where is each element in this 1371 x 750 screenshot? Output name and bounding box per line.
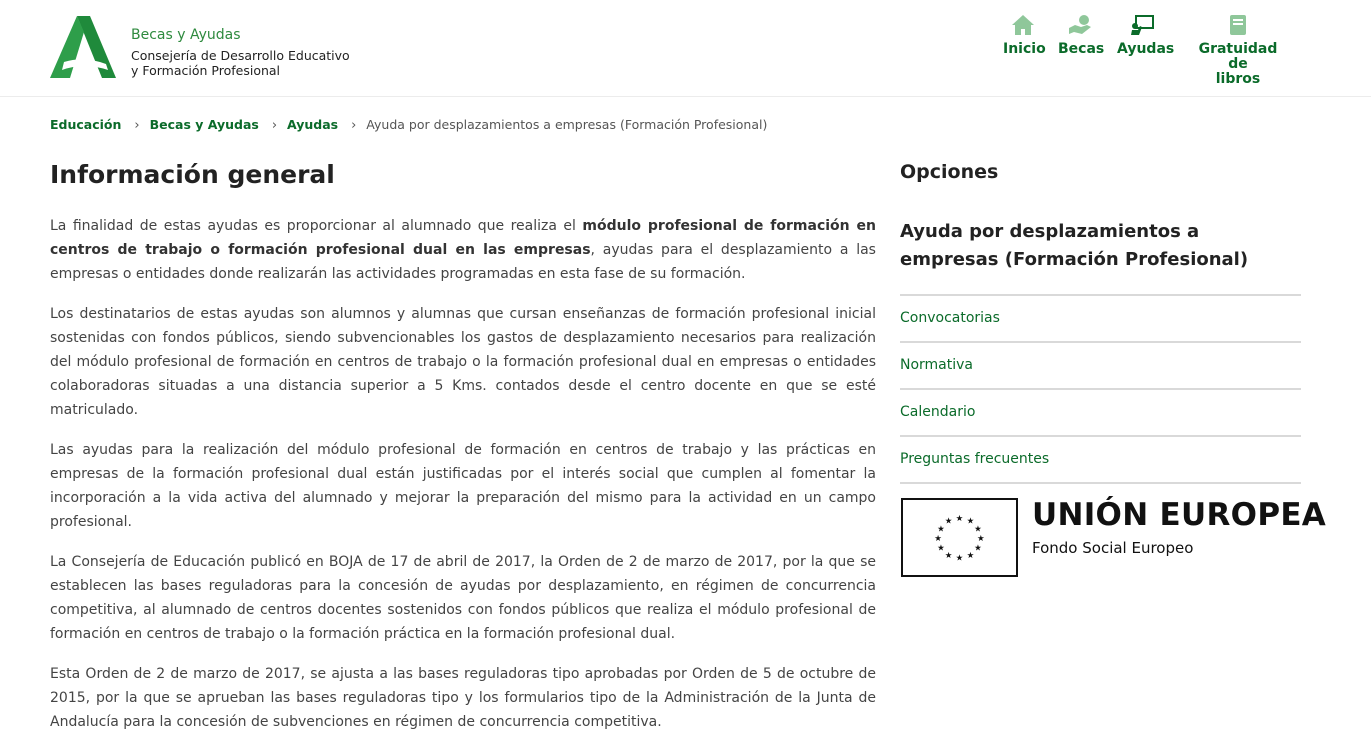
nav-inicio[interactable] [1003, 14, 1046, 57]
home-icon [1011, 14, 1035, 36]
hand-money-icon [1068, 14, 1092, 36]
paragraph-finalidad [50, 214, 876, 286]
svg-text:★: ★ [974, 524, 982, 535]
nav-gratuidad-libros[interactable] [1192, 14, 1284, 87]
options-list [900, 294, 1301, 484]
svg-text:★: ★ [944, 550, 953, 561]
main-content [50, 214, 876, 750]
svg-text:★: ★ [955, 553, 964, 564]
svg-text:★: ★ [974, 543, 982, 554]
option-preguntas-frecuentes[interactable]: Preguntas frecuentes [900, 435, 1301, 484]
nav-ayudas[interactable] [1117, 14, 1175, 57]
nav-ayudas-label: Ayudas [1117, 41, 1175, 57]
breadcrumb-becas-y-ayudas[interactable]: Becas y Ayudas [149, 117, 259, 132]
eu-title: UNIÓN EUROPEA [1032, 497, 1327, 533]
svg-text:★: ★ [966, 550, 975, 561]
paragraph-text: , ayudas para el desplazamiento a las empresas o entidades donde realizarán las actividades programadas en esta fase de su formación. [50, 242, 876, 282]
svg-text:★: ★ [944, 516, 953, 527]
nav-becas-label: Becas [1058, 41, 1105, 57]
chevron-right-icon: › [351, 118, 357, 133]
chevron-right-icon: › [271, 118, 278, 133]
page-title: Información general [50, 160, 335, 189]
eu-subtitle: Fondo Social Europeo [1032, 539, 1194, 557]
breadcrumb-current: Ayuda por desplazamientos a empresas (Formación Profesional) [366, 117, 768, 132]
ministry-name-line2: y Formación Profesional [131, 63, 281, 78]
options-title: Ayuda por desplazamientos a empresas (Formación Profesional) [900, 221, 1249, 270]
breadcrumb [50, 117, 767, 133]
paragraph-justificacion: Las ayudas para la realización del módulo profesional de formación en centros de trabajo y las prácticas en empresas de la formación profesional dual están justificadas por el interés social que cumplen al fomentar la incorporación a la vida activa del alumnado y mejorar la preparación del mismo para la actividad en un campo profesional. [50, 442, 876, 530]
breadcrumb-educacion[interactable]: Educación [50, 117, 122, 132]
eu-flag-icon [901, 498, 1018, 577]
svg-text:★: ★ [977, 533, 985, 544]
nav-becas[interactable] [1058, 14, 1105, 57]
book-icon [1226, 14, 1250, 36]
option-convocatorias[interactable]: Convocatorias [900, 294, 1301, 341]
option-calendario[interactable]: Calendario [900, 388, 1301, 435]
chevron-right-icon: › [134, 118, 140, 133]
paragraph-bold-text: módulo profesional de formación en centros de trabajo o formación profesional dual en las empresas [50, 218, 876, 258]
site-section-name[interactable]: Becas y Ayudas [131, 27, 241, 43]
svg-text:★: ★ [937, 524, 945, 535]
ministry-name-line1: Consejería de Desarrollo Educativo [131, 48, 350, 63]
breadcrumb-ayudas[interactable]: Ayudas [287, 117, 339, 132]
paragraph-text: La finalidad de estas ayudas es proporcionar al alumnado que realiza el [50, 218, 583, 234]
nav-gratuidad-label-line1: Gratuidad de [1198, 41, 1278, 72]
paragraph-destinatarios: Los destinatarios de estas ayudas son alumnos y alumnas que cursan enseñanzas de formación profesional inicial sostenidas con fondos públicos, siendo subvencionables los gastos de desplazamiento necesarios para realización del módulo profesional de formación en centros de trabajo o la formación profesional dual en empresas o entidades colaboradoras situadas a una distancia superior a 5 Kms. contados desde el centro docente en que se esté matriculado. [50, 306, 876, 418]
svg-text:★: ★ [966, 516, 975, 527]
paragraph-bases-reguladoras: Esta Orden de 2 de marzo de 2017, se ajusta a las bases reguladoras tipo aprobadas por Orden de 5 de octubre de 2015, por la que se aprueban las bases reguladoras tipo y los formularios tipo de la Administración de la Junta de Andalucía para la concesión de subvenciones en régimen de concurrencia competitiva. [50, 666, 876, 730]
nav-gratuidad-label-line2: libros [1215, 71, 1261, 87]
svg-text:★: ★ [937, 543, 945, 554]
option-normativa[interactable]: Normativa [900, 341, 1301, 388]
site-header [0, 0, 1371, 97]
svg-text:★: ★ [955, 513, 964, 524]
svg-text:★: ★ [934, 533, 942, 544]
teacher-board-icon [1130, 14, 1154, 36]
paragraph-orden: La Consejería de Educación publicó en BOJA de 17 de abril de 2017, la Orden de 2 de marzo de 2017, por la que se establecen las bases reguladoras para la concesión de ayudas por desplazamiento, en régimen de concurrencia competitiva, al alumnado de centros docentes sostenidos con fondos públicos que realiza el módulo profesional de formación en centros de trabajo o la formación práctica en la formación profesional dual. [50, 554, 876, 642]
options-heading: Opciones [900, 161, 999, 183]
junta-logo-icon [50, 16, 116, 78]
nav-inicio-label: Inicio [1003, 41, 1046, 57]
